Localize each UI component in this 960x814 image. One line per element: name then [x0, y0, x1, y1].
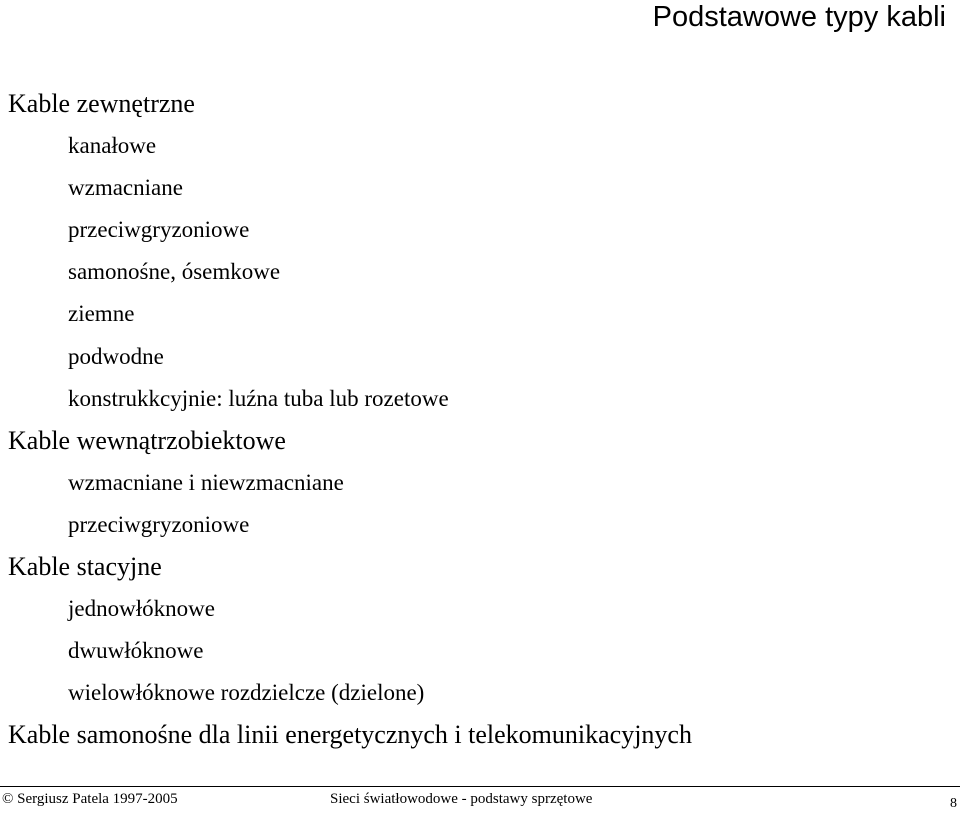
list-item: dwuwłóknowe	[68, 638, 204, 664]
list-item: ziemne	[68, 301, 135, 327]
list-item: jednowłóknowe	[68, 596, 215, 622]
list-item: przeciwgryzoniowe	[68, 511, 250, 537]
slide-content	[0, 83, 960, 757]
section-heading: Kable zewnętrzne	[8, 89, 195, 118]
section-heading: Kable stacyjne	[8, 552, 162, 582]
list-item: samonośne, ósemkowe	[68, 259, 281, 285]
slide-title: Podstawowe typy kabli	[652, 1, 946, 33]
footer-copyright: © Sergiusz Patela 1997-2005	[2, 791, 178, 807]
section-items	[0, 588, 960, 714]
cable-section	[0, 546, 960, 714]
cable-section	[0, 714, 960, 756]
slide-footer	[0, 789, 960, 810]
section-items	[0, 125, 960, 420]
list-item: wzmacniane	[68, 175, 183, 201]
list-item: wzmacniane i niewzmacniane	[68, 469, 344, 495]
section-items	[0, 462, 960, 546]
section-heading: Kable wewnątrzobiektowe	[8, 425, 286, 455]
list-item: podwodne	[68, 343, 164, 369]
list-item: przeciwgryzoniowe	[68, 217, 250, 243]
footer-divider	[0, 786, 960, 787]
cable-section	[0, 420, 960, 546]
list-item: wielowłóknowe rozdzielcze (dzielone)	[68, 680, 425, 706]
footer-course-title: Sieci światłowodowe - podstawy sprzętowe	[330, 791, 593, 807]
page-number: 8	[950, 796, 957, 811]
section-heading: Kable samonośne dla linii energetycznych i telekomunikacyjnych	[8, 720, 692, 750]
cable-section	[0, 83, 960, 420]
list-item: kanałowe	[68, 133, 157, 159]
list-item: konstrukkcyjnie: luźna tuba lub rozetowe	[68, 385, 449, 411]
